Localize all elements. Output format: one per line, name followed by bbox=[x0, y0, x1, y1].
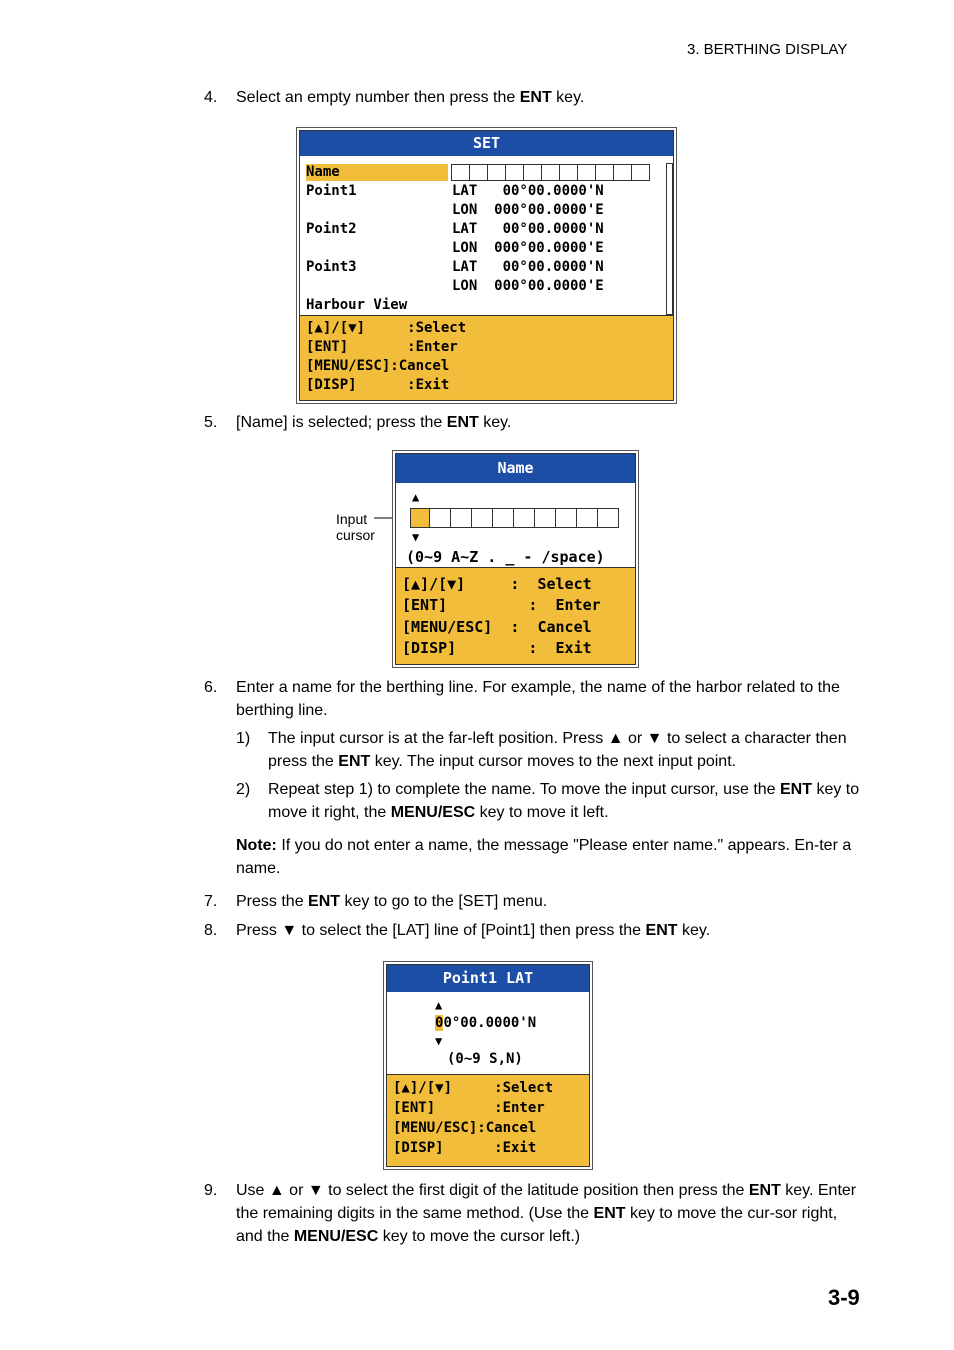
name-input-screen bbox=[392, 450, 639, 668]
point3-label: Point3 bbox=[306, 259, 357, 275]
substep-number: 2) bbox=[236, 781, 251, 798]
page-number: 3-9 bbox=[828, 1285, 860, 1310]
help-enter: [ENT] :Enter bbox=[306, 339, 458, 355]
substep-text: The input cursor is at the far-left position. Press ▲ or ▼ to select a character then press the ENT key. The input cursor moves to the next input point. bbox=[268, 730, 847, 770]
screen-title: SET bbox=[300, 131, 673, 156]
step-text: Select an empty number then press the ENT key. bbox=[236, 89, 585, 106]
substep-number: 1) bbox=[236, 730, 251, 747]
character-range: (0~9 A~Z . _ - /space) bbox=[406, 548, 605, 566]
screen-title: Name bbox=[396, 454, 635, 483]
input-cursor-label: Input cursor bbox=[336, 511, 375, 543]
key-help-panel bbox=[300, 315, 673, 400]
help-enter: [ENT] :Enter bbox=[393, 1100, 545, 1116]
step-number: 7. bbox=[204, 893, 218, 910]
step-number: 4. bbox=[204, 89, 218, 106]
point3-lon[interactable]: LON 000°00.0000'E bbox=[452, 278, 604, 294]
key-help-panel bbox=[396, 567, 635, 664]
character-range: (0~9 S,N) bbox=[447, 1051, 523, 1067]
digit-cursor[interactable]: 0 bbox=[435, 1015, 444, 1031]
lat-value[interactable]: 00°00.0000'N bbox=[435, 1015, 537, 1031]
name-input-boxes bbox=[411, 508, 619, 528]
point1-lat[interactable]: LAT 00°00.0000'N bbox=[452, 183, 604, 199]
down-arrow-icon: ▼ bbox=[435, 1034, 443, 1048]
step-text: Press ▼ to select the [LAT] line of [Point1] then press the ENT key. bbox=[236, 922, 711, 939]
substep-text: Repeat step 1) to complete the name. To move the input cursor, use the ENT key to move it right, the MENU/ESC key to move it left. bbox=[268, 781, 860, 821]
name-menu-item[interactable]: Name bbox=[306, 164, 448, 181]
help-exit: [DISP] : Exit bbox=[402, 639, 592, 657]
input-cursor[interactable] bbox=[410, 508, 430, 528]
up-arrow-icon: ▲ bbox=[435, 998, 443, 1012]
point1-lat-screen bbox=[383, 961, 593, 1170]
help-exit: [DISP] :Exit bbox=[306, 377, 450, 393]
help-enter: [ENT] : Enter bbox=[402, 596, 601, 614]
help-cancel: [MENU/ESC]:Cancel bbox=[306, 358, 450, 374]
step-text: Press the ENT key to go to the [SET] menu. bbox=[236, 893, 548, 910]
point2-lat[interactable]: LAT 00°00.0000'N bbox=[452, 221, 604, 237]
point1-label: Point1 bbox=[306, 183, 357, 199]
point2-label: Point2 bbox=[306, 221, 357, 237]
running-header: 3. BERTHING DISPLAY bbox=[687, 41, 848, 58]
step-text: Use ▲ or ▼ to select the first digit of the latitude position then press the ENT key. Enter the remaining digits in the same method. (Use the ENT key to move the cur-sor right, and the MENU/ESC key to move the cursor left.) bbox=[236, 1182, 857, 1245]
help-select: [▲]/[▼] :Select bbox=[393, 1080, 554, 1096]
point1-lon[interactable]: LON 000°00.0000'E bbox=[452, 202, 604, 218]
screen-title: Point1 LAT bbox=[387, 965, 589, 992]
help-exit: [DISP] :Exit bbox=[393, 1140, 537, 1156]
name-input-boxes bbox=[452, 164, 650, 181]
help-select: [▲]/[▼] : Select bbox=[402, 575, 592, 593]
harbour-view-item[interactable]: Harbour View bbox=[306, 297, 408, 313]
point3-lat[interactable]: LAT 00°00.0000'N bbox=[452, 259, 604, 275]
step-number: 8. bbox=[204, 922, 218, 939]
note: Note: If you do not enter a name, the message "Please enter name." appears. En-ter a name. bbox=[236, 837, 852, 877]
step-text: [Name] is selected; press the ENT key. bbox=[236, 414, 512, 431]
set-menu-screen bbox=[296, 127, 677, 404]
key-help-panel bbox=[387, 1074, 589, 1166]
help-cancel: [MENU/ESC] : Cancel bbox=[402, 618, 592, 636]
step-number: 6. bbox=[204, 679, 218, 696]
help-select: [▲]/[▼] :Select bbox=[306, 320, 467, 336]
step-number: 9. bbox=[204, 1182, 218, 1199]
up-arrow-icon: ▲ bbox=[412, 490, 420, 504]
step-number: 5. bbox=[204, 414, 218, 431]
step-text: Enter a name for the berthing line. For example, the name of the harbor related to the berthing line. bbox=[236, 679, 840, 719]
point2-lon[interactable]: LON 000°00.0000'E bbox=[452, 240, 604, 256]
help-cancel: [MENU/ESC]:Cancel bbox=[393, 1120, 537, 1136]
down-arrow-icon: ▼ bbox=[412, 530, 420, 544]
scrollbar[interactable] bbox=[666, 163, 673, 315]
